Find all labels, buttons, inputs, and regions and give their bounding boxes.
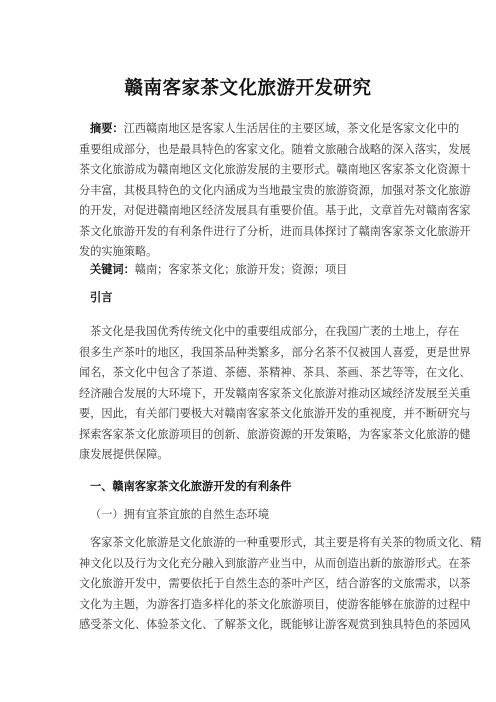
- intro-line: 很多生产茶叶的地区，我国茶品种类繁多，部分名茶不仅被国人喜爱，更是世界: [79, 345, 471, 359]
- abstract-line: 的开发，对促进赣南地区经济发展具有重要价值。基于此，文章首先对赣南客家: [79, 204, 471, 217]
- abstract-line: 重要组成部分，也是最具特色的客家文化。随着文旅融合战略的深入落实，发展: [79, 142, 471, 156]
- abstract: [79, 119, 471, 263]
- abstract-line: 分丰富，其极具特色的文化内涵成为当地最宝贵的旅游资源，加强对茶文化旅游: [79, 183, 471, 197]
- section-1: [79, 477, 417, 498]
- keywords: [79, 260, 417, 281]
- intro-line: 要，因此，有关部门要极大对赣南客家茶文化旅游开发的重视度，并不断研究与: [79, 407, 471, 420]
- section-1-line: 文化旅游开发中，需要依托于自然生态的茶叶产区，结合游客的文旅需求，以茶: [79, 577, 471, 590]
- paper-title: 赣南客家茶文化旅游开发研究: [124, 78, 372, 99]
- section-1-body: [79, 533, 482, 636]
- intro-line: 康发展提供保障。: [79, 448, 169, 461]
- section-1-line: 客家茶文化旅游是文化旅游的一种重要形式，其主要是将有关茶的物质文化、精: [90, 536, 482, 549]
- section-1-subheading: （一）拥有宜茶宜旅的自然生态环境: [90, 508, 270, 521]
- intro-section: [79, 288, 417, 309]
- abstract-line: 发的实施策略。: [79, 245, 158, 258]
- abstract-line: 江西赣南地区是客家人生活居住的主要区域，茶文化是客家文化中的: [123, 122, 460, 135]
- section-1-line: 文化为主题，为游客打造多样化的茶文化旅游项目，使游客能够在旅游的过程中: [79, 597, 471, 611]
- intro-line: 经济融合发展的大环境下，开发赣南客家茶文化旅游对推动区域经济发展至关重: [79, 386, 471, 400]
- abstract-line: 茶文化旅游开发的有利条件进行了分析，进而具体探讨了赣南客家茶文化旅游开: [79, 224, 471, 238]
- abstract-line: 茶文化旅游成为赣南地区文化旅游发展的主要形式。赣南地区客家茶文化资源十: [79, 163, 471, 176]
- section-1-heading: 一、赣南客家茶文化旅游开发的有利条件: [90, 480, 292, 493]
- intro-body: [79, 322, 471, 466]
- section-1-line: 神文化以及行为文化充分融入到旅游产业当中，从而创造出新的旅游形式。在茶: [79, 556, 471, 570]
- abstract-label: 摘要：: [90, 122, 124, 135]
- keywords-label: 关键词：: [90, 263, 135, 276]
- keywords-text: 赣南；客家茶文化；旅游开发；资源；项目: [134, 263, 348, 276]
- intro-heading: 引言: [90, 291, 113, 304]
- intro-line: 探索客家茶文化旅游项目的创新、旅游资源的开发策略，为客家茶文化旅游的健: [79, 427, 471, 441]
- section-1-line: 感受茶文化、体验茶文化、了解茶文化，既能够让游客观赏到独具特色的茶园风: [79, 618, 471, 631]
- intro-line: 茶文化是我国优秀传统文化中的重要组成部分，在我国广袤的土地上，存在: [90, 325, 460, 338]
- intro-line: 闻名，茶文化中包含了茶道、茶德、茶精神、茶具、茶画、茶艺等等，在文化、: [79, 366, 471, 379]
- section-1-subsection: [79, 505, 417, 526]
- abstract-first-line: [79, 119, 460, 140]
